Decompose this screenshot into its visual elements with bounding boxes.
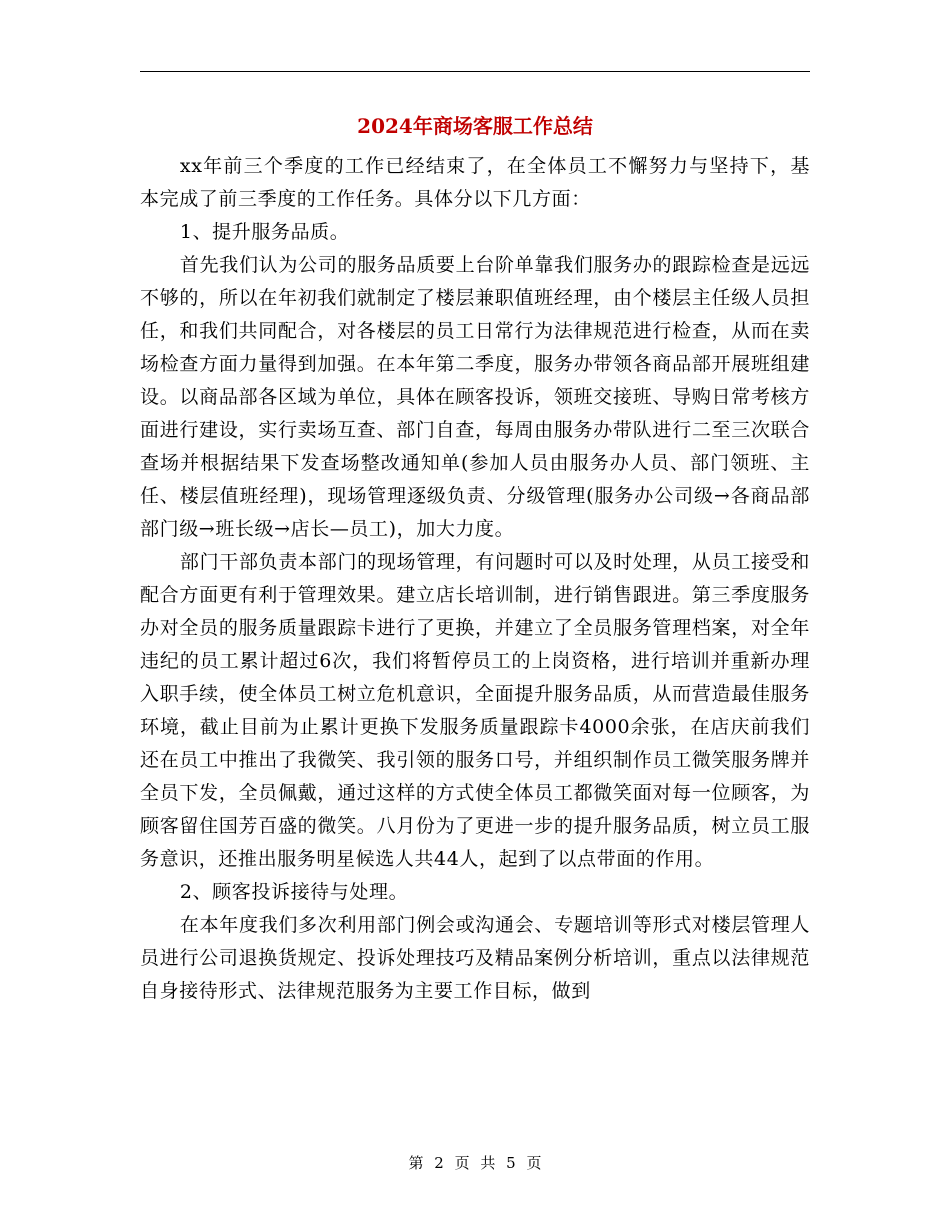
section-heading-2: 2、顾客投诉接待与处理。 xyxy=(179,881,409,903)
header-rule xyxy=(140,71,810,72)
paragraph-intro: xx年前三个季度的工作已经结束了，在全体员工不懈努力与坚持下，基本完成了前三季度的工作任务。具体分以下几方面： xyxy=(140,155,810,210)
page-footer: 第 2 页 共 5 页 xyxy=(408,1154,542,1172)
document-body xyxy=(140,150,810,1008)
paragraph: 首先我们认为公司的服务品质要上台阶单靠我们服务办的跟踪检查是远远不够的，所以在年初我们就制定了楼层兼职值班经理，由个楼层主任级人员担任，和我们共同配合，对各楼层的员工日常行为法律规范进行检查，从而在卖场检查方面力量得到加强。在本年第二季度，服务办带领各商品部开展班组建设。以商品部各区域为单位，具体在顾客投诉，领班交接班、导购日常考核方面进行建设，实行卖场互查、部门自查，每周由服务办带队进行二至三次联合查场并根据结果下发查场整改通知单(参加人员由服务办人员、部门领班、主任、楼层值班经理)，现场管理逐级负责、分级管理(服务办公司级→各商品部部门级→班长级→店长—员工)，加大力度。 xyxy=(140,254,810,540)
paragraph: 在本年度我们多次利用部门例会或沟通会、专题培训等形式对楼层管理人员进行公司退换货规定、投诉处理技巧及精品案例分析培训，重点以法律规范自身接待形式、法律规范服务为主要工作目标，做到 xyxy=(140,914,810,1002)
paragraph: 部门干部负责本部门的现场管理，有问题时可以及时处理，从员工接受和配合方面更有利于管理效果。建立店长培训制，进行销售跟进。第三季度服务办对全员的服务质量跟踪卡进行了更换，并建立了全员服务管理档案，对全年违纪的员工累计超过6次，我们将暂停员工的上岗资格，进行培训并重新办理入职手续，使全体员工树立危机意识，全面提升服务品质，从而营造最佳服务环境，截止目前为止累计更换下发服务质量跟踪卡4000余张，在店庆前我们还在员工中推出了我微笑、我引领的服务口号，并组织制作员工微笑服务牌并全员下发，全员佩戴，通过这样的方式使全体员工都微笑面对每一位顾客，为顾客留住国芳百盛的微笑。八月份为了更进一步的提升服务品质，树立员工服务意识，还推出服务明星候选人共44人，起到了以点带面的作用。 xyxy=(140,551,810,870)
section-heading-1: 1、提升服务品质。 xyxy=(179,221,350,243)
document-title: 2024年商场客服工作总结 xyxy=(357,114,593,138)
